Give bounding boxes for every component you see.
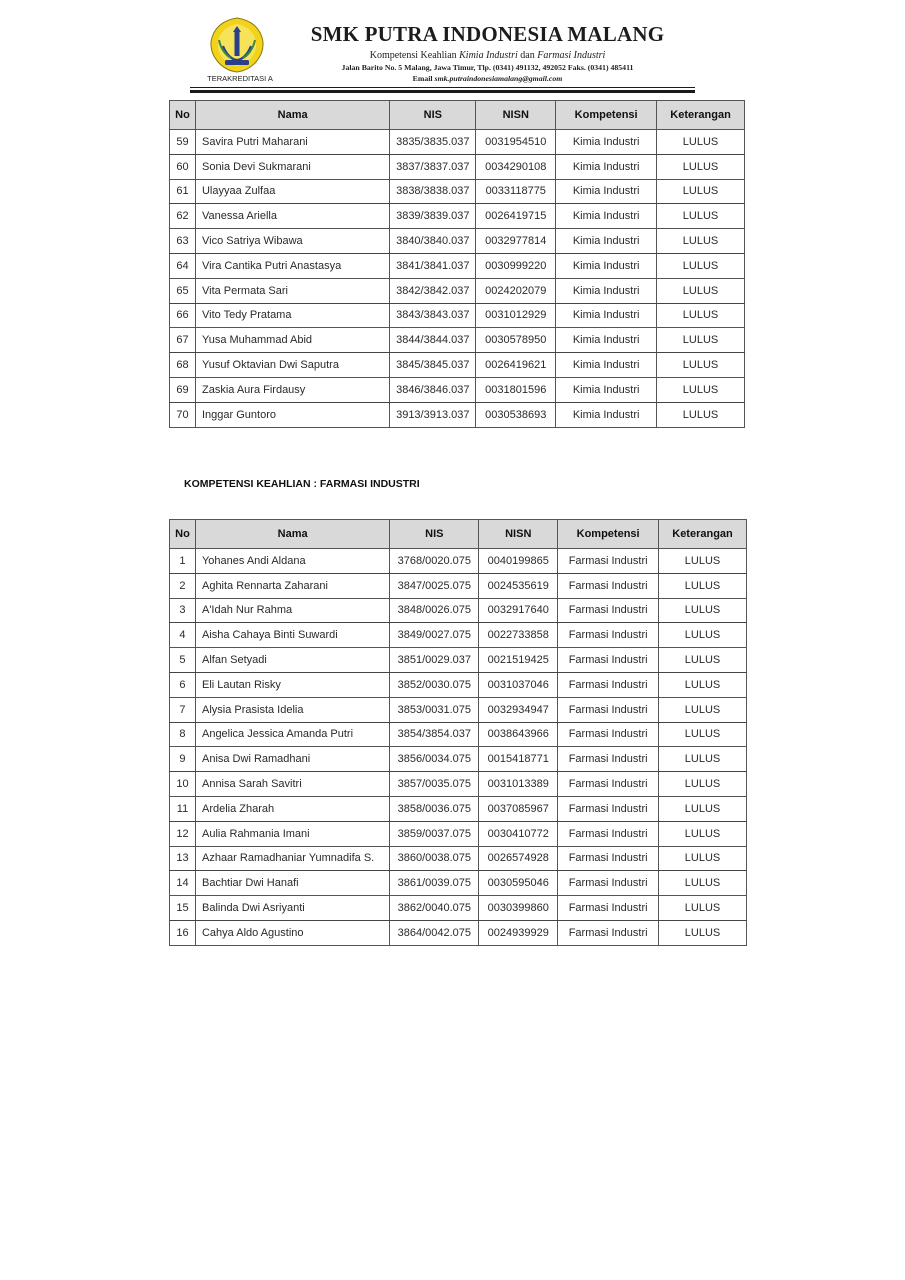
cell-keterangan: LULUS [659, 846, 747, 871]
cell-kompetensi: Kimia Industri [556, 377, 657, 402]
cell-no: 15 [170, 896, 196, 921]
cell-kompetensi: Farmasi Industri [558, 846, 659, 871]
cell-nisn: 0024535619 [479, 573, 558, 598]
cell-nama: Alfan Setyadi [195, 648, 389, 673]
header-rule-thin [190, 87, 695, 88]
cell-nis: 3848/0026.075 [390, 598, 479, 623]
table-row [170, 229, 745, 254]
cell-nisn: 0033118775 [476, 179, 556, 204]
table-row [170, 722, 747, 747]
cell-no: 8 [170, 722, 196, 747]
cell-no: 12 [170, 821, 196, 846]
cell-nis: 3859/0037.075 [390, 821, 479, 846]
cell-kompetensi: Kimia Industri [556, 130, 657, 155]
table-row [170, 896, 747, 921]
cell-nisn: 0031801596 [476, 377, 556, 402]
table-row [170, 179, 745, 204]
col-keterangan: Keterangan [659, 520, 747, 549]
competency-join: dan [520, 50, 535, 61]
cell-nis: 3864/0042.075 [390, 920, 479, 945]
cell-no: 69 [170, 377, 196, 402]
cell-nama: Alysia Prasista Idelia [195, 697, 389, 722]
cell-keterangan: LULUS [657, 130, 745, 155]
cell-nama: Ulayyaa Zulfaa [195, 179, 389, 204]
section-title-farmasi: KOMPETENSI KEAHLIAN : FARMASI INDUSTRI [184, 478, 420, 490]
cell-no: 66 [170, 303, 196, 328]
cell-no: 59 [170, 130, 196, 155]
cell-nama: Aisha Cahaya Binti Suwardi [195, 623, 389, 648]
competency-line [305, 50, 670, 61]
cell-nis: 3861/0039.075 [390, 871, 479, 896]
col-nisn: NISN [479, 520, 558, 549]
cell-nis: 3768/0020.075 [390, 549, 479, 574]
table-row [170, 573, 747, 598]
accreditation-label: TERAKREDITASI A [207, 74, 273, 83]
cell-nama: Yusuf Oktavian Dwi Saputra [195, 353, 389, 378]
table-row [170, 253, 745, 278]
cell-kompetensi: Farmasi Industri [558, 623, 659, 648]
cell-kompetensi: Farmasi Industri [558, 722, 659, 747]
cell-keterangan: LULUS [659, 573, 747, 598]
cell-keterangan: LULUS [659, 796, 747, 821]
cell-nama: Angelica Jessica Amanda Putri [195, 722, 389, 747]
cell-kompetensi: Kimia Industri [556, 328, 657, 353]
cell-nis: 3838/3838.037 [390, 179, 476, 204]
cell-no: 64 [170, 253, 196, 278]
cell-keterangan: LULUS [657, 253, 745, 278]
cell-nama: Vira Cantika Putri Anastasya [195, 253, 389, 278]
cell-kompetensi: Farmasi Industri [558, 672, 659, 697]
cell-nisn: 0031037046 [479, 672, 558, 697]
cell-no: 16 [170, 920, 196, 945]
table-row [170, 821, 747, 846]
table-header-row [170, 520, 747, 549]
cell-nisn: 0037085967 [479, 796, 558, 821]
table-row [170, 598, 747, 623]
competency-farmasi: Farmasi Industri [537, 50, 606, 61]
cell-nama: Aghita Rennarta Zaharani [195, 573, 389, 598]
cell-keterangan: LULUS [659, 598, 747, 623]
cell-keterangan: LULUS [657, 303, 745, 328]
col-no: No [170, 101, 196, 130]
cell-no: 63 [170, 229, 196, 254]
cell-no: 14 [170, 871, 196, 896]
cell-keterangan: LULUS [657, 229, 745, 254]
letterhead [185, 14, 700, 94]
cell-kompetensi: Farmasi Industri [558, 796, 659, 821]
cell-nisn: 0024202079 [476, 278, 556, 303]
cell-nis: 3846/3846.037 [390, 377, 476, 402]
table-row [170, 920, 747, 945]
cell-nis: 3851/0029.037 [390, 648, 479, 673]
cell-nis: 3856/0034.075 [390, 747, 479, 772]
cell-keterangan: LULUS [659, 772, 747, 797]
cell-keterangan: LULUS [657, 377, 745, 402]
school-email-line [305, 74, 670, 83]
cell-nis: 3844/3844.037 [390, 328, 476, 353]
cell-nama: Balinda Dwi Asriyanti [195, 896, 389, 921]
cell-no: 9 [170, 747, 196, 772]
cell-no: 62 [170, 204, 196, 229]
cell-no: 13 [170, 846, 196, 871]
cell-nisn: 0032917640 [479, 598, 558, 623]
cell-nis: 3862/0040.075 [390, 896, 479, 921]
cell-kompetensi: Farmasi Industri [558, 598, 659, 623]
cell-kompetensi: Farmasi Industri [558, 920, 659, 945]
cell-nama: Anisa Dwi Ramadhani [195, 747, 389, 772]
cell-kompetensi: Farmasi Industri [558, 697, 659, 722]
cell-kompetensi: Kimia Industri [556, 353, 657, 378]
cell-no: 61 [170, 179, 196, 204]
table-row [170, 672, 747, 697]
cell-nama: Sonia Devi Sukmarani [195, 154, 389, 179]
table-row [170, 303, 745, 328]
col-nama: Nama [195, 101, 389, 130]
cell-nis: 3839/3839.037 [390, 204, 476, 229]
cell-nis: 3857/0035.075 [390, 772, 479, 797]
cell-nis: 3841/3841.037 [390, 253, 476, 278]
col-keterangan: Keterangan [657, 101, 745, 130]
school-crest-icon [207, 16, 267, 74]
cell-no: 68 [170, 353, 196, 378]
cell-nama: Vanessa Ariella [195, 204, 389, 229]
cell-nis: 3845/3845.037 [390, 353, 476, 378]
cell-nama: A'Idah Nur Rahma [195, 598, 389, 623]
cell-keterangan: LULUS [659, 648, 747, 673]
table-row [170, 154, 745, 179]
cell-nisn: 0031012929 [476, 303, 556, 328]
header-rule-thick [190, 90, 695, 93]
cell-nisn: 0034290108 [476, 154, 556, 179]
cell-nama: Yusa Muhammad Abid [195, 328, 389, 353]
cell-nama: Savira Putri Maharani [195, 130, 389, 155]
col-nis: NIS [390, 101, 476, 130]
school-name: SMK PUTRA INDONESIA MALANG [310, 22, 665, 46]
col-nama: Nama [195, 520, 389, 549]
cell-keterangan: LULUS [659, 747, 747, 772]
table-row [170, 846, 747, 871]
cell-nis: 3913/3913.037 [390, 402, 476, 427]
cell-nisn: 0032934947 [479, 697, 558, 722]
table-row [170, 328, 745, 353]
cell-nisn: 0024939929 [479, 920, 558, 945]
cell-no: 11 [170, 796, 196, 821]
cell-nisn: 0026419621 [476, 353, 556, 378]
cell-keterangan: LULUS [657, 353, 745, 378]
cell-keterangan: LULUS [659, 722, 747, 747]
cell-kompetensi: Kimia Industri [556, 253, 657, 278]
cell-keterangan: LULUS [659, 672, 747, 697]
cell-kompetensi: Kimia Industri [556, 303, 657, 328]
table-row [170, 377, 745, 402]
cell-kompetensi: Kimia Industri [556, 402, 657, 427]
table-header-row [170, 101, 745, 130]
cell-nama: Annisa Sarah Savitri [195, 772, 389, 797]
cell-nama: Aulia Rahmania Imani [195, 821, 389, 846]
table-row [170, 353, 745, 378]
cell-no: 3 [170, 598, 196, 623]
cell-nisn: 0021519425 [479, 648, 558, 673]
table-row [170, 549, 747, 574]
table-row [170, 648, 747, 673]
table-row [170, 402, 745, 427]
cell-keterangan: LULUS [657, 278, 745, 303]
table-row [170, 871, 747, 896]
cell-nisn: 0030578950 [476, 328, 556, 353]
cell-keterangan: LULUS [659, 821, 747, 846]
cell-nama: Inggar Guntoro [195, 402, 389, 427]
cell-keterangan: LULUS [657, 179, 745, 204]
cell-keterangan: LULUS [659, 697, 747, 722]
cell-nis: 3837/3837.037 [390, 154, 476, 179]
cell-no: 5 [170, 648, 196, 673]
table-row [170, 697, 747, 722]
cell-kompetensi: Farmasi Industri [558, 549, 659, 574]
cell-keterangan: LULUS [659, 549, 747, 574]
col-nisn: NISN [476, 101, 556, 130]
cell-nisn: 0040199865 [479, 549, 558, 574]
cell-keterangan: LULUS [659, 871, 747, 896]
cell-nis: 3860/0038.075 [390, 846, 479, 871]
cell-nama: Cahya Aldo Agustino [195, 920, 389, 945]
cell-nis: 3840/3840.037 [390, 229, 476, 254]
competency-prefix: Kompetensi Keahlian [369, 50, 457, 61]
cell-nama: Yohanes Andi Aldana [195, 549, 389, 574]
cell-nis: 3842/3842.037 [390, 278, 476, 303]
cell-kompetensi: Farmasi Industri [558, 648, 659, 673]
table-row [170, 278, 745, 303]
cell-keterangan: LULUS [659, 896, 747, 921]
cell-no: 65 [170, 278, 196, 303]
col-no: No [170, 520, 196, 549]
cell-kompetensi: Kimia Industri [556, 229, 657, 254]
cell-nama: Vita Permata Sari [195, 278, 389, 303]
cell-no: 70 [170, 402, 196, 427]
cell-nisn: 0022733858 [479, 623, 558, 648]
cell-nisn: 0026419715 [476, 204, 556, 229]
cell-nisn: 0030538693 [476, 402, 556, 427]
cell-nisn: 0031954510 [476, 130, 556, 155]
cell-nis: 3858/0036.075 [390, 796, 479, 821]
cell-kompetensi: Farmasi Industri [558, 871, 659, 896]
cell-no: 4 [170, 623, 196, 648]
cell-kompetensi: Kimia Industri [556, 179, 657, 204]
cell-kompetensi: Farmasi Industri [558, 896, 659, 921]
cell-nisn: 0015418771 [479, 747, 558, 772]
school-address: Jalan Barito No. 5 Malang, Jawa Timur, Tlp. (0341) 491132, 492052 Faks. (0341) 485411 [341, 63, 634, 72]
cell-nis: 3849/0027.075 [390, 623, 479, 648]
cell-nisn: 0030399860 [479, 896, 558, 921]
cell-nama: Vito Tedy Pratama [195, 303, 389, 328]
cell-nisn: 0031013389 [479, 772, 558, 797]
table-row [170, 623, 747, 648]
table-row [170, 796, 747, 821]
cell-nis: 3854/3854.037 [390, 722, 479, 747]
cell-nisn: 0030410772 [479, 821, 558, 846]
cell-keterangan: LULUS [659, 623, 747, 648]
table-row [170, 747, 747, 772]
cell-keterangan: LULUS [657, 328, 745, 353]
cell-keterangan: LULUS [659, 920, 747, 945]
cell-no: 10 [170, 772, 196, 797]
cell-nisn: 0026574928 [479, 846, 558, 871]
col-nis: NIS [390, 520, 479, 549]
cell-keterangan: LULUS [657, 204, 745, 229]
email-label: Email [412, 74, 433, 83]
competency-kimia: Kimia Industri [459, 50, 518, 61]
table-row [170, 772, 747, 797]
cell-nis: 3835/3835.037 [390, 130, 476, 155]
cell-nisn: 0038643966 [479, 722, 558, 747]
cell-kompetensi: Kimia Industri [556, 278, 657, 303]
cell-keterangan: LULUS [657, 154, 745, 179]
cell-nisn: 0032977814 [476, 229, 556, 254]
cell-nisn: 0030595046 [479, 871, 558, 896]
table-row [170, 130, 745, 155]
cell-keterangan: LULUS [657, 402, 745, 427]
kimia-industri-table [169, 100, 745, 428]
cell-kompetensi: Farmasi Industri [558, 573, 659, 598]
farmasi-industri-table [169, 519, 747, 946]
cell-nama: Eli Lautan Risky [195, 672, 389, 697]
col-kompetensi: Kompetensi [556, 101, 657, 130]
cell-no: 67 [170, 328, 196, 353]
cell-no: 60 [170, 154, 196, 179]
cell-nama: Azhaar Ramadhaniar Yumnadifa S. [195, 846, 389, 871]
cell-nama: Zaskia Aura Firdausy [195, 377, 389, 402]
cell-nama: Ardelia Zharah [195, 796, 389, 821]
cell-no: 2 [170, 573, 196, 598]
cell-kompetensi: Kimia Industri [556, 204, 657, 229]
cell-kompetensi: Kimia Industri [556, 154, 657, 179]
cell-nisn: 0030999220 [476, 253, 556, 278]
cell-nama: Bachtiar Dwi Hanafi [195, 871, 389, 896]
cell-no: 1 [170, 549, 196, 574]
cell-nis: 3852/0030.075 [390, 672, 479, 697]
cell-nis: 3843/3843.037 [390, 303, 476, 328]
cell-kompetensi: Farmasi Industri [558, 772, 659, 797]
email-address: smk.putraindonesiamalang@gmail.com [434, 74, 563, 83]
cell-nama: Vico Satriya Wibawa [195, 229, 389, 254]
cell-no: 7 [170, 697, 196, 722]
cell-kompetensi: Farmasi Industri [558, 747, 659, 772]
table-row [170, 204, 745, 229]
cell-nis: 3847/0025.075 [390, 573, 479, 598]
cell-kompetensi: Farmasi Industri [558, 821, 659, 846]
cell-no: 6 [170, 672, 196, 697]
cell-nis: 3853/0031.075 [390, 697, 479, 722]
col-kompetensi: Kompetensi [558, 520, 659, 549]
